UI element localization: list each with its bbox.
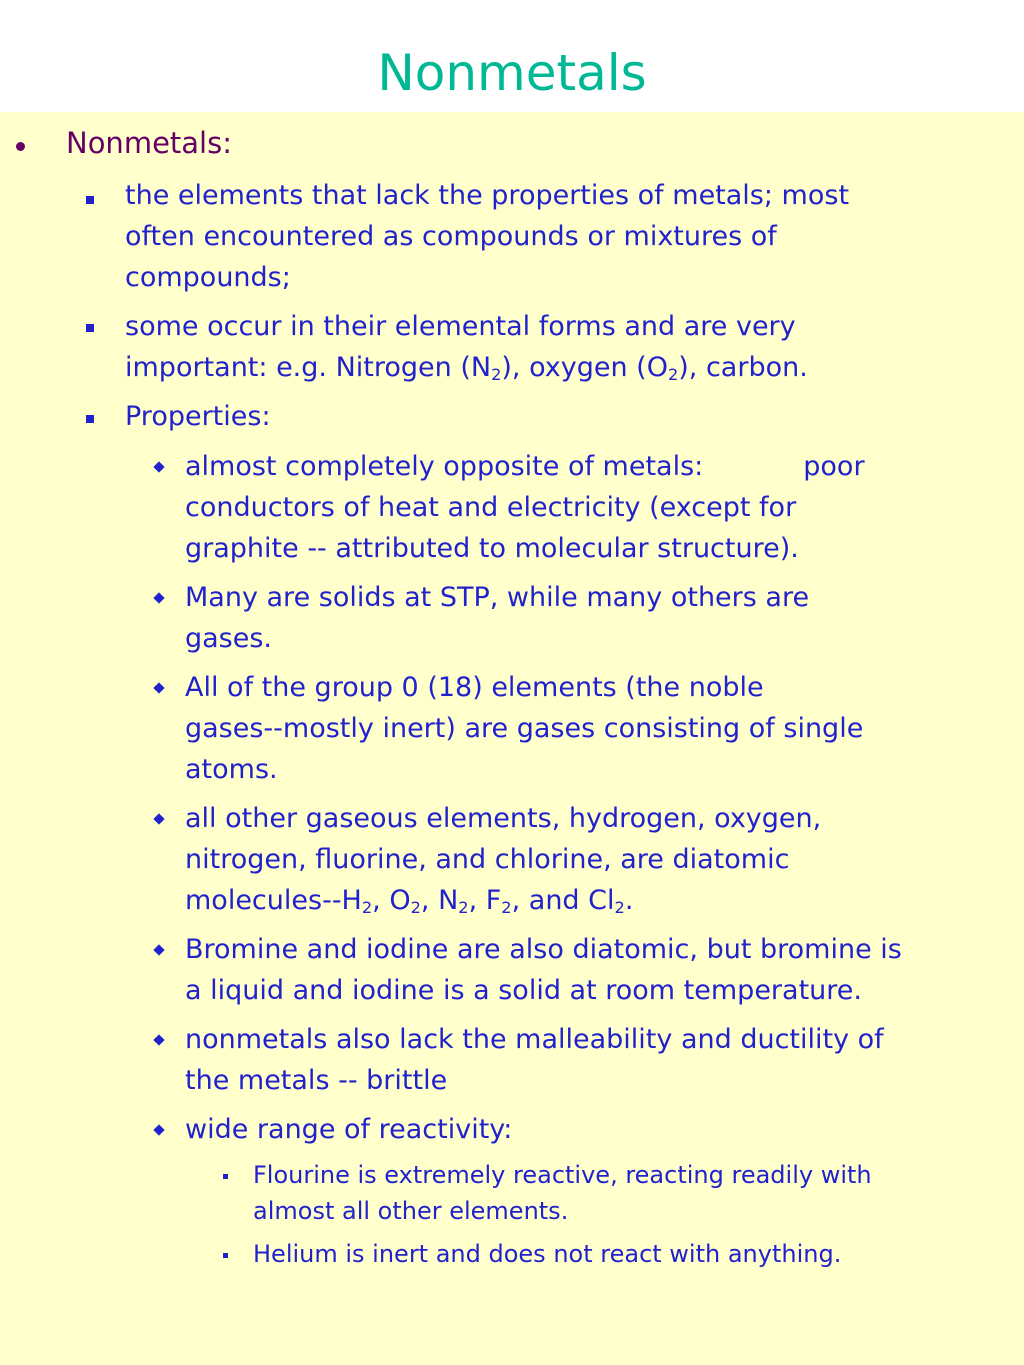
- property-noble-gases: All of the group 0 (18) elements (the noble gases--mostly inert) are gases consisting of single atoms.: [185, 672, 864, 785]
- small-square-bullet-icon: [223, 1253, 228, 1258]
- diamond-bullet-icon: [153, 461, 164, 472]
- slide-title: Nonmetals: [377, 44, 647, 102]
- property-bromine-iodine: Bromine and iodine are also diatomic, but bromine is a liquid and iodine is a solid at room temperature.: [185, 934, 902, 1006]
- diamond-bullet-icon: [153, 682, 164, 693]
- square-bullet-icon: [86, 415, 94, 423]
- content-area: [0, 112, 1024, 1365]
- diamond-bullet-icon: [153, 1034, 164, 1045]
- property-solids-gases: Many are solids at STP, while many others are gases.: [185, 582, 810, 654]
- reactivity-fluorine: Flourine is extremely reactive, reacting readily with almost all other elements.: [253, 1161, 872, 1225]
- diamond-bullet-icon: [153, 813, 164, 824]
- square-bullet-icon: [86, 324, 94, 332]
- property-opposite-of-metals: almost completely opposite of metals: poor conductors of heat and electricity (except for graphite -- attributed to molecular structure).: [185, 451, 865, 564]
- title-bar: [0, 0, 1024, 112]
- property-brittle: nonmetals also lack the malleability and ductility of the metals -- brittle: [185, 1024, 884, 1096]
- diamond-bullet-icon: [153, 592, 164, 603]
- reactivity-helium: Helium is inert and does not react with anything.: [253, 1240, 842, 1268]
- properties-label: Properties:: [125, 401, 271, 432]
- elemental-forms-item: some occur in their elemental forms and are very important: e.g. Nitrogen $(N_2)$, oxygen $(O_2)$, carbon.: [125, 311, 808, 385]
- heading-nonmetals: Nonmetals:: [66, 126, 232, 160]
- round-bullet-icon: [16, 142, 25, 151]
- property-diatomic-gases: all other gaseous elements, hydrogen, oxygen, nitrogen, fluorine, and chlorine, are diatomic molecules-$-H_2$, $O_2$, $N_2$, $F_2$, and $Cl_2$.: [185, 803, 822, 918]
- property-reactivity: wide range of reactivity:: [185, 1114, 513, 1145]
- definition-item: the elements that lack the properties of metals; most often encountered as compounds or mixtures of compounds;: [125, 180, 850, 293]
- diamond-bullet-icon: [153, 944, 164, 955]
- square-bullet-icon: [86, 196, 94, 204]
- small-square-bullet-icon: [223, 1174, 228, 1179]
- diamond-bullet-icon: [153, 1124, 164, 1135]
